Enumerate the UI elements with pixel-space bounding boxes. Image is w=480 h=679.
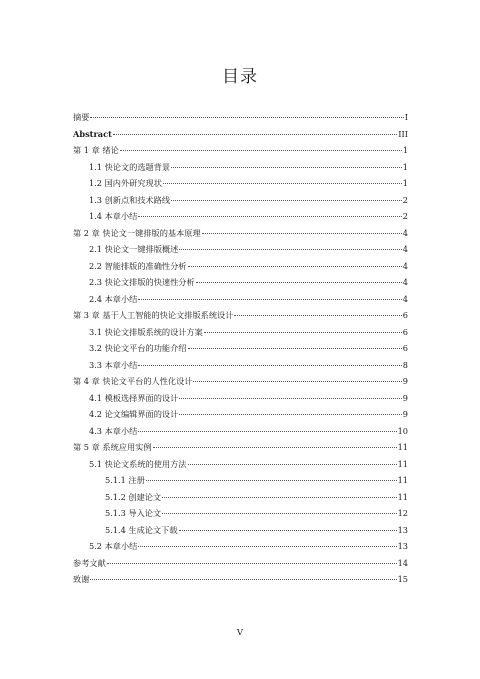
- toc-entry-page: 15: [397, 574, 408, 584]
- toc-dot-leader: [90, 117, 403, 118]
- toc-entry-title: Abstract: [73, 128, 112, 139]
- toc-entry-page: 11: [397, 475, 408, 485]
- page-title: 目录: [222, 67, 258, 87]
- toc-entry[interactable]: [73, 142, 408, 159]
- toc-entry-page: 2: [402, 211, 408, 221]
- toc-entry-page: 1: [402, 178, 408, 188]
- toc-entry[interactable]: [73, 489, 408, 506]
- toc-entry-page: 11: [397, 491, 408, 502]
- toc-entry[interactable]: [73, 324, 408, 341]
- toc-entry-title: 2.3 快论文排版的快速性分析: [89, 277, 195, 287]
- toc-dot-leader: [138, 299, 401, 300]
- toc-entry-page: 6: [402, 310, 408, 320]
- toc-entry-page: 9: [402, 376, 408, 386]
- toc-entry-title: 2.1 快论文一键排版概述: [89, 244, 179, 254]
- toc-dot-leader: [138, 431, 396, 432]
- toc-dot-leader: [171, 167, 402, 168]
- toc-entry[interactable]: [73, 439, 408, 456]
- toc-entry[interactable]: [73, 472, 408, 489]
- toc-entry-page: 8: [402, 359, 408, 370]
- toc-entry-title: 3.2 快论文平台的功能介绍: [89, 343, 187, 353]
- toc-dot-leader: [179, 398, 401, 399]
- toc-dot-leader: [138, 546, 396, 547]
- toc-dot-leader: [162, 497, 396, 498]
- toc-dot-leader: [113, 134, 397, 135]
- toc-entry[interactable]: [73, 340, 408, 357]
- toc-dot-leader: [188, 464, 397, 465]
- toc-entry-title: 3.3 本章小结: [89, 359, 138, 370]
- toc-entry-title: 摘要: [73, 112, 90, 122]
- toc-entry-title: 致谢: [73, 574, 90, 584]
- toc-entry-page: 12: [397, 508, 408, 518]
- toc-entry-page: 2: [402, 194, 408, 205]
- toc-dot-leader: [138, 216, 401, 217]
- toc-dot-leader: [188, 348, 402, 349]
- toc-entry-page: 4: [402, 260, 408, 271]
- toc-entry[interactable]: [73, 456, 408, 473]
- toc-entry-title: 第 3 章 基于人工智能的快论文排版系统设计: [73, 310, 234, 320]
- toc-entry-title: 第 5 章 系统应用实例: [73, 442, 152, 452]
- toc-entry-title: 1.4 本章小结: [89, 211, 138, 221]
- toc-entry[interactable]: [73, 208, 408, 225]
- toc-entry-title: 5.1.2 创建论文: [105, 491, 162, 502]
- toc-entry[interactable]: [73, 159, 408, 176]
- toc-entry-page: III: [398, 128, 408, 139]
- toc-dot-leader: [179, 530, 397, 531]
- toc-entry[interactable]: [73, 390, 408, 407]
- toc-entry[interactable]: [73, 406, 408, 423]
- toc-entry[interactable]: [73, 241, 408, 258]
- toc-dot-leader: [162, 513, 396, 514]
- toc-entry-page: 4: [402, 277, 408, 287]
- toc-entry-title: 2.2 智能排版的准确性分析: [89, 260, 187, 271]
- toc-entry-title: 5.1 快论文系统的使用方法: [89, 458, 187, 469]
- toc-entry[interactable]: [73, 423, 408, 440]
- toc-entry-title: 5.1.4 生成论文下载: [105, 524, 178, 535]
- toc-entry[interactable]: [73, 571, 408, 588]
- toc-entry-title: 3.1 快论文排版系统的设计方案: [89, 326, 203, 337]
- toc-entry[interactable]: [73, 192, 408, 209]
- toc-dot-leader: [196, 282, 402, 283]
- toc-dot-leader: [146, 480, 397, 481]
- toc-entry[interactable]: [73, 109, 408, 126]
- toc-entry-title: 第 2 章 快论文一键排版的基本原理: [73, 227, 201, 238]
- toc-entry-page: 4: [402, 227, 408, 238]
- toc-entry-title: 1.3 创新点和技术路线: [89, 194, 171, 205]
- toc-entry-page: 9: [402, 409, 408, 419]
- toc-entry-page: 6: [402, 326, 408, 337]
- toc-entry[interactable]: [73, 538, 408, 555]
- toc-dot-leader: [107, 563, 397, 564]
- toc-entry-title: 2.4 本章小结: [89, 293, 138, 304]
- toc-entry[interactable]: [73, 126, 408, 143]
- toc-entry-title: 4.3 本章小结: [89, 425, 138, 436]
- toc-entry[interactable]: [73, 373, 408, 390]
- toc-entry[interactable]: [73, 505, 408, 522]
- toc-entry-title: 1.2 国内外研究现状: [89, 178, 162, 188]
- toc-entry-page: 1: [402, 145, 408, 155]
- toc-dot-leader: [179, 414, 401, 415]
- page-number: V: [236, 628, 244, 638]
- toc-entry-page: 11: [397, 458, 408, 469]
- toc-entry-title: 第 4 章 快论文平台的人性化设计: [73, 376, 193, 386]
- toc-entry-page: I: [404, 112, 408, 122]
- toc-entry-title: 4.1 模板选择界面的设计: [89, 392, 179, 403]
- toc-dot-leader: [153, 447, 397, 448]
- toc-entry-page: 14: [397, 557, 408, 568]
- toc-entry-page: 1: [402, 161, 408, 172]
- toc-entry-page: 10: [397, 425, 408, 436]
- toc-entry[interactable]: [73, 522, 408, 539]
- toc-entry[interactable]: [73, 274, 408, 291]
- toc-entry-page: 4: [402, 293, 408, 304]
- toc-entry-page: 6: [402, 343, 408, 353]
- toc-entry-title: 5.1.3 导入论文: [105, 508, 162, 518]
- toc-entry-title: 5.1.1 注册: [105, 475, 145, 485]
- toc-entry[interactable]: [73, 307, 408, 324]
- toc-dot-leader: [171, 200, 402, 201]
- toc-dot-leader: [193, 381, 401, 382]
- toc-entry-page: 13: [397, 541, 408, 551]
- toc-dot-leader: [188, 266, 402, 267]
- toc-entry-title: 参考文献: [73, 557, 106, 568]
- toc-entry-page: 4: [402, 244, 408, 254]
- toc-entry[interactable]: [73, 291, 408, 308]
- toc-dot-leader: [234, 315, 401, 316]
- toc-entry[interactable]: [73, 175, 408, 192]
- toc-dot-leader: [120, 150, 402, 151]
- toc-dot-leader: [138, 365, 401, 366]
- toc-entry-title: 5.2 本章小结: [89, 541, 138, 551]
- toc-entry[interactable]: [73, 357, 408, 374]
- toc-entry-title: 1.1 快论文的选题背景: [89, 161, 171, 172]
- toc-entry-title: 4.2 论文编辑界面的设计: [89, 409, 179, 419]
- toc-entry-title: 第 1 章 绪论: [73, 145, 119, 155]
- toc-dot-leader: [90, 579, 396, 580]
- toc-dot-leader: [202, 233, 402, 234]
- toc-dot-leader: [179, 249, 401, 250]
- toc-entry-page: 9: [402, 392, 408, 403]
- toc-dot-leader: [163, 183, 402, 184]
- toc-entry[interactable]: [73, 555, 408, 572]
- toc-entry[interactable]: [73, 225, 408, 242]
- toc-entry-page: 11: [397, 442, 408, 452]
- toc-entry[interactable]: [73, 258, 408, 275]
- table-of-contents: [73, 109, 408, 588]
- toc-dot-leader: [204, 332, 402, 333]
- toc-entry-page: 13: [397, 524, 408, 535]
